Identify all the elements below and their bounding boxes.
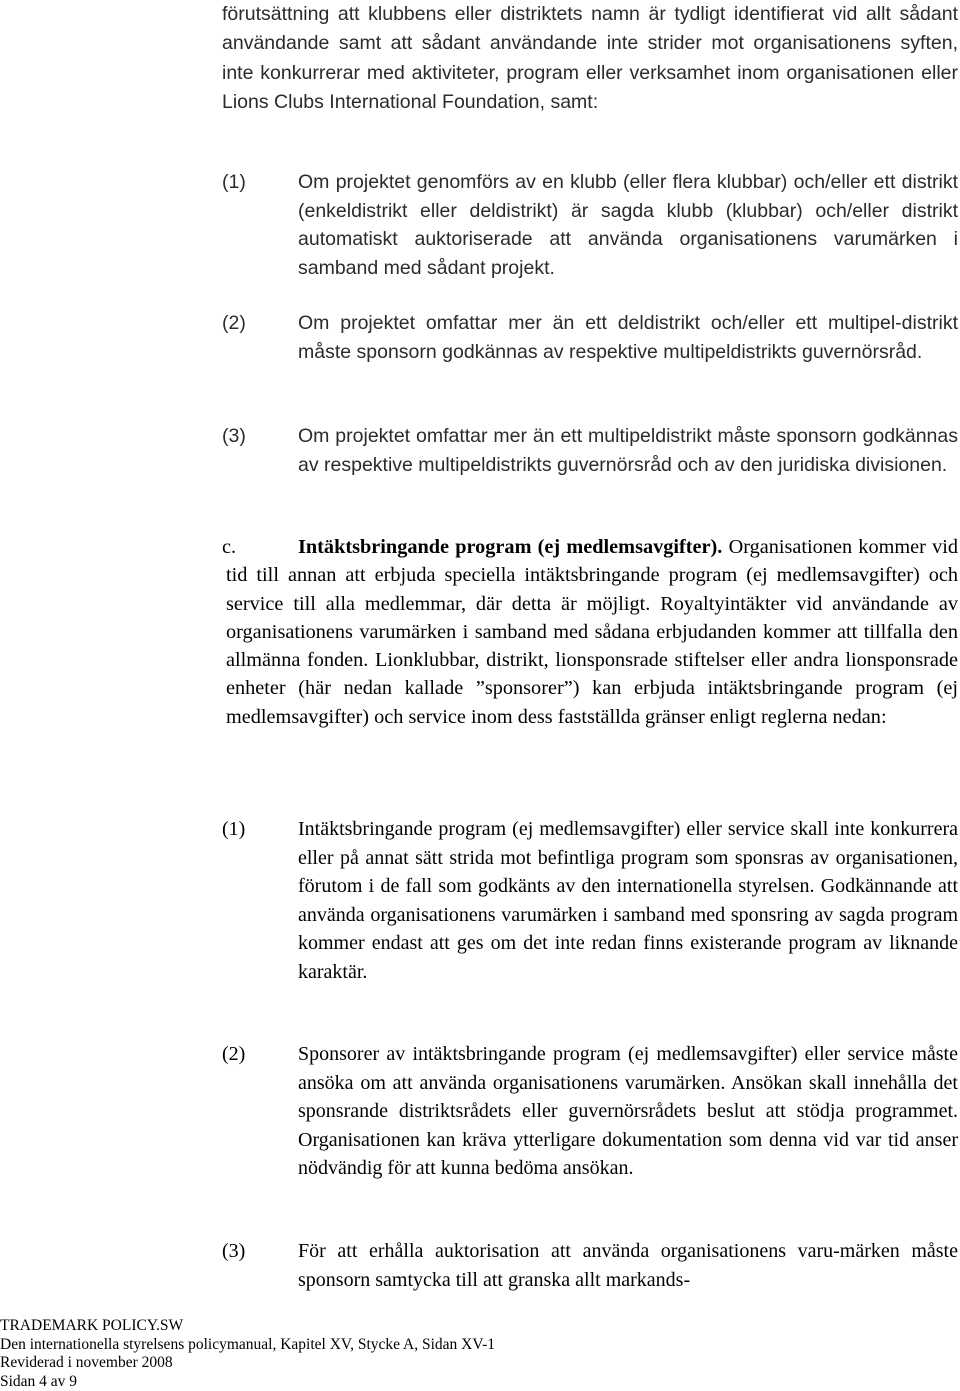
page-footer [0, 1317, 495, 1391]
list-item-number: (3) [222, 425, 246, 447]
intro-paragraph: förutsättning att klubbens eller distriktets namn är tydligt identifierat vid allt sådant användande samt att sådant användande inte strider mot organisationens syften, inte konkurrerar med aktiviteter, program eller verksamhet inom organisationen eller Lions Clubs International Foundation, samt: [222, 3, 958, 113]
list-item-text: För att erhålla auktorisation att använda organisationens varu-märken måste sponsorn samtycka till att granska allt markands- [298, 1240, 958, 1291]
list-item-number: (1) [222, 818, 246, 840]
list-item-text: Om projektet genomförs av en klubb (eller flera klubbar) och/eller ett distrikt (enkeldistrikt eller deldistrikt) är sagda klubb (klubbar) och/eller distrikt automatiskt auktoriserade att använda organisationens varumärken i samband med sådant projekt. [298, 171, 958, 279]
list-item-number: (1) [222, 171, 246, 193]
footer-manual-reference: Den internationella styrelsens policymanual, Kapitel XV, Stycke A, Sidan XV-1 [0, 1335, 496, 1353]
list-item-text: Intäktsbringande program (ej medlemsavgifter) eller service skall inte konkurrera eller på annat sätt strida mot befintliga program som sponsras av organisationen, förutom i de fall som godkänts av den internationella styrelsen. Godkännande att använda organisationens varumärken i samband med sponsring av sagda program kommer endast att ges om det inte redan finns existerande program av liknande karaktär. [298, 818, 958, 983]
footer-revision-date: Reviderad i november 2008 [0, 1354, 173, 1372]
list-item-number: (3) [222, 1240, 246, 1262]
section-letter: c. [222, 536, 237, 558]
section-heading: Intäktsbringande program (ej medlemsavgifter). [298, 536, 723, 558]
section-text: Organisationen kommer vid tid till annan att erbjuda speciella intäktsbringande program (ej medlemsavgifter) och service till alla medlemmar, där detta är möjligt. Royaltyintäkter vid användande av organisationens varumärken i samband med sådana erbjudanden kommer att tillfalla den allmänna fonden. Lionklubbar, distrikt, lionsponsrade stiftelser eller andra lionsponsrade enheter (här nedan kallade ”sponsorer”) kan erbjuda intäktsbringande program (ej medlemsavgifter) och service inom dess fastställda gränser enligt reglerna nedan: [226, 536, 958, 728]
list-item-number: (2) [222, 1043, 246, 1065]
list-item-text: Om projektet omfattar mer än ett deldistrikt och/eller ett multipel-distrikt måste sponsorn godkännas av respektive multipeldistrikts guvernörsråd. [298, 312, 958, 363]
list-item-number: (2) [222, 312, 246, 334]
footer-page-number: Sidan 4 av 9 [0, 1372, 78, 1390]
footer-document-name: TRADEMARK POLICY.SW [0, 1317, 184, 1334]
list-item-text: Om projektet omfattar mer än ett multipeldistrikt måste sponsorn godkännas av respektive multipeldistrikts guvernörsråd och av den juridiska divisionen. [298, 425, 958, 476]
list-item-text: Sponsorer av intäktsbringande program (ej medlemsavgifter) eller service måste ansöka om att använda organisationens varumärken. Ansökan skall innehålla det sponsrande distriktsrådets eller guvernörsrådets beslut att stödja programmet. Organisationen kan kräva ytterligare dokumentation som denna vid var tid anser nödvändig för att kunna bedöma ansökan. [298, 1043, 958, 1179]
section-body [226, 533, 958, 731]
